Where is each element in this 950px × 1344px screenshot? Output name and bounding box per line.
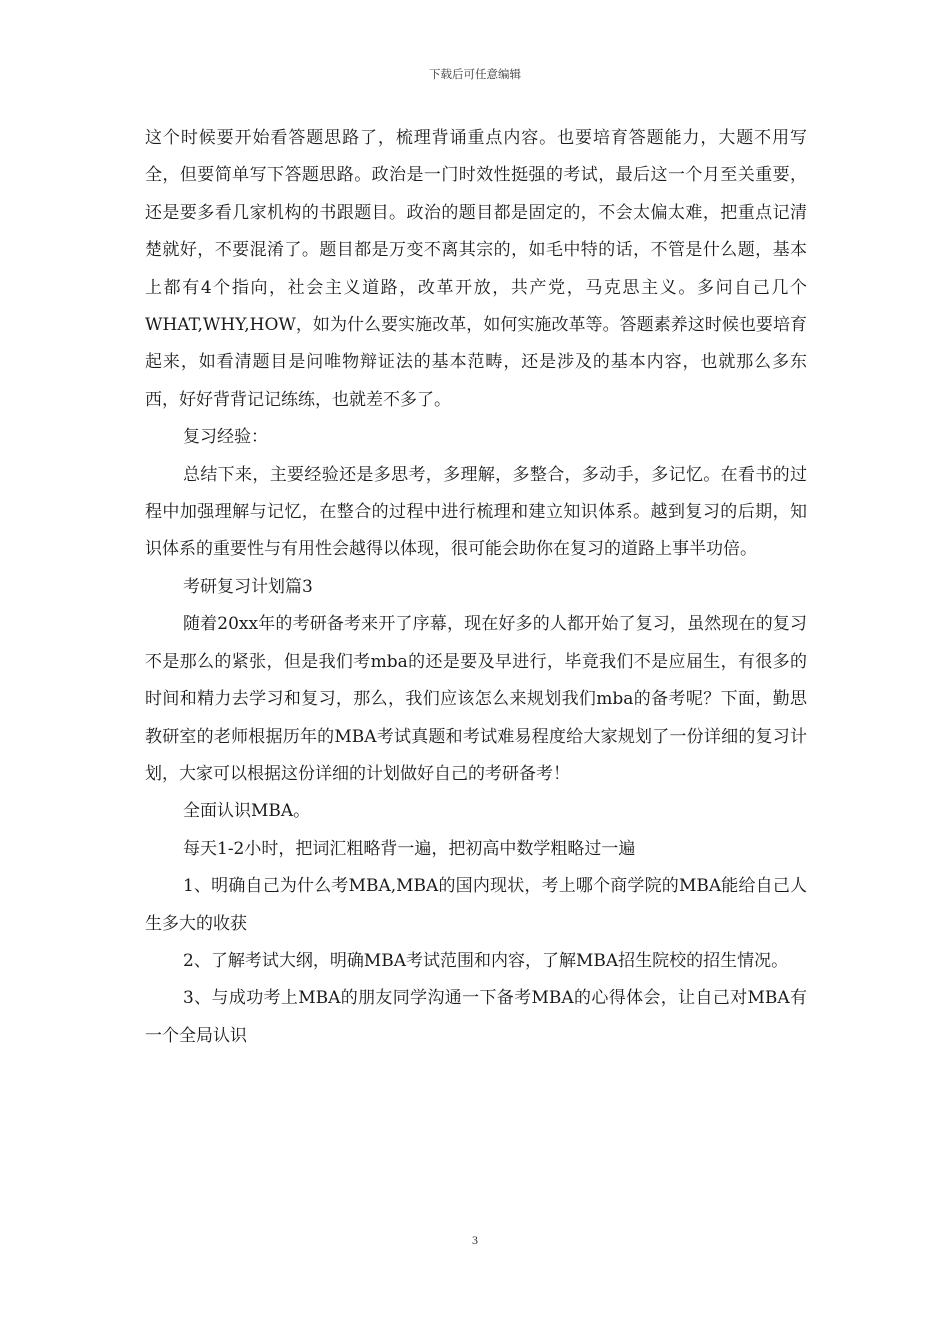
list-item-1: 1、明确自己为什么考MBA,MBA的国内现状，考上哪个商学院的MBA能给自己人生多大的收获: [145, 876, 807, 934]
paragraph-daily-plan: 每天1-2小时，把词汇粗略背一遍，把初高中数学粗略过一遍: [183, 838, 636, 859]
heading-know-mba: 全面认识MBA。: [183, 801, 311, 822]
heading-plan-3: 考研复习计划篇3: [183, 576, 313, 597]
page-number: 3: [472, 1233, 478, 1247]
list-item-3: 3、与成功考上MBA的朋友同学沟通一下备考MBA的心得体会，让自己对MBA有一个全局认识: [145, 988, 807, 1046]
body-text: [145, 120, 807, 1055]
page-header: 下载后可任意编辑: [429, 67, 521, 81]
paragraph-politics-strategy: 这个时候要开始看答题思路了，梳理背诵重点内容。也要培育答题能力，大题不用写全，但要简单写下答题思路。政治是一门时效性挺强的考试，最后这一个月至关重要，还是要多看几家机构的书跟题目。政治的题目都是固定的，不会太偏太难，把重点记清楚就好，不要混淆了。题目都是万变不离其宗的，如毛中特的话，不管是什么题，基本上都有4个指向，社会主义道路，改革开放，共产党，马克思主义。多问自己几个WHAT,WHY,HOW，如为什么要实施改革，如何实施改革等。答题素养这时候也要培育起来，如看清题目是问唯物辩证法的基本范畴，还是涉及的基本内容，也就那么多东西，好好背背记记练练，也就差不多了。: [145, 128, 807, 410]
list-item-2: 2、了解考试大纲，明确MBA考试范围和内容，了解MBA招生院校的招生情况。: [183, 950, 789, 971]
heading-review-experience: 复习经验：: [183, 427, 268, 448]
paragraph-review-summary: 总结下来，主要经验还是多思考，多理解，多整合，多动手，多记忆。在看书的过程中加强理解与记忆，在整合的过程中进行梳理和建立知识体系。越到复习的后期，知识体系的重要性与有用性会越得以体现，很可能会助你在复习的道路上事半功倍。: [145, 464, 807, 560]
paragraph-mba-intro: 随着20xx年的考研备考来开了序幕，现在好多的人都开始了复习，虽然现在的复习不是那么的紧张，但是我们考mba的还是要及早进行，毕竟我们不是应届生，有很多的时间和精力去学习和复习，那么，我们应该怎么来规划我们mba的备考呢？下面，勤思教研室的老师根据历年的MBA考试真题和考试难易程度给大家规划了一份详细的复习计划，大家可以根据这份详细的计划做好自己的考研备考！: [145, 614, 807, 784]
